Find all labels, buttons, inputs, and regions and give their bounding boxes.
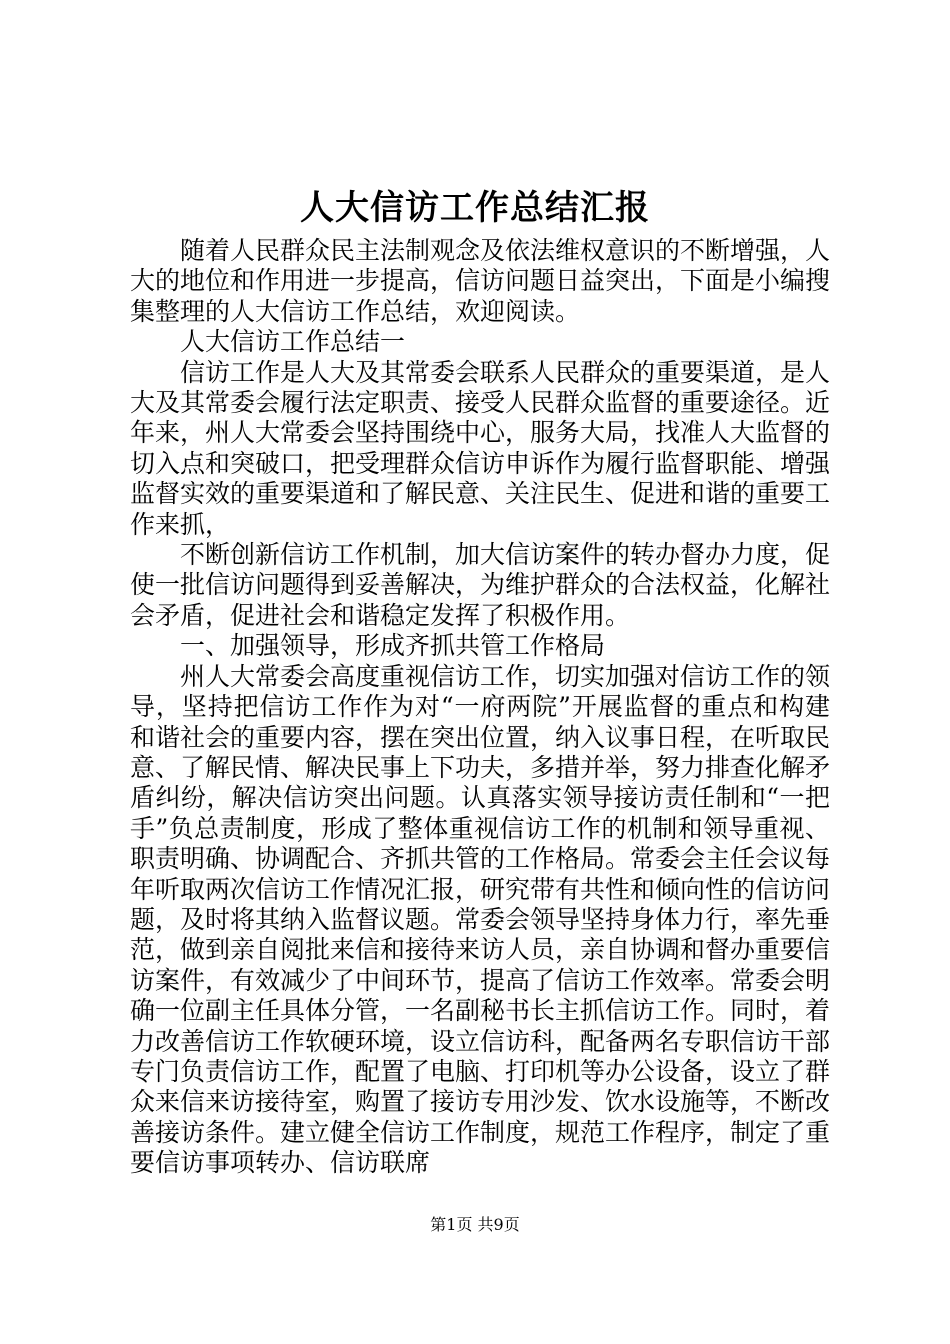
body-paragraph: 不断创新信访工作机制，加大信访案件的转办督办力度，促使一批信访问题得到妥善解决，为维护群众的合法权益，化解社会矛盾，促进社会和谐稳定发挥了积极作用。 — [130, 540, 831, 630]
section-heading: 人大信访工作总结一 — [180, 327, 406, 357]
document-body — [130, 236, 830, 1179]
document-title: 人大信访工作总结汇报 — [300, 188, 650, 228]
body-paragraph: 信访工作是人大及其常委会联系人民群众的重要渠道，是人大及其常委会履行法定职责、接受人民群众监督的重要途径。近年来，州人大常委会坚持围绕中心，服务大局，找准人大监督的切入点和突破口，把受理群众信访申诉作为履行监督职能、增强监督实效的重要渠道和了解民意、关注民生、促进和谐的重要工作来抓， — [130, 357, 831, 539]
page-footer: 第1页 共9页 — [430, 1215, 520, 1234]
intro-paragraph: 随着人民群众民主法制观念及依法维权意识的不断增强，人大的地位和作用进一步提高，信访问题日益突出，下面是小编搜集整理的人大信访工作总结，欢迎阅读。 — [130, 236, 831, 326]
body-paragraph: 州人大常委会高度重视信访工作，切实加强对信访工作的领导，坚持把信访工作作为对“一府两院”开展监督的重点和构建和谐社会的重要内容，摆在突出位置，纳入议事日程，在听取民意、了解民情、解决民事上下功夫，多措并举，努力排查化解矛盾纠纷，解决信访突出问题。认真落实领导接访责任制和“一把手”负总责制度，形成了整体重视信访工作的机制和领导重视、职责明确、协调配合、齐抓共管的工作格局。常委会主任会议每年听取两次信访工作情况汇报，研究带有共性和倾向性的信访问题，及时将其纳入监督议题。常委会领导坚持身体力行，率先垂范，做到亲自阅批来信和接待来访人员，亲自协调和督办重要信访案件，有效减少了中间环节，提高了信访工作效率。常委会明确一位副主任具体分管，一名副秘书长主抓信访工作。同时，着力改善信访工作软硬环境，设立信访科，配备两名专职信访干部专门负责信访工作，配置了电脑、打印机等办公设备，设立了群众来信来访接待室，购置了接访专用沙发、饮水设施等，不断改善接访条件。建立健全信访工作制度，规范工作程序，制定了重要信访事项转办、信访联席 — [130, 661, 831, 1178]
subsection-heading: 一、加强领导，形成齐抓共管工作格局 — [180, 631, 606, 661]
